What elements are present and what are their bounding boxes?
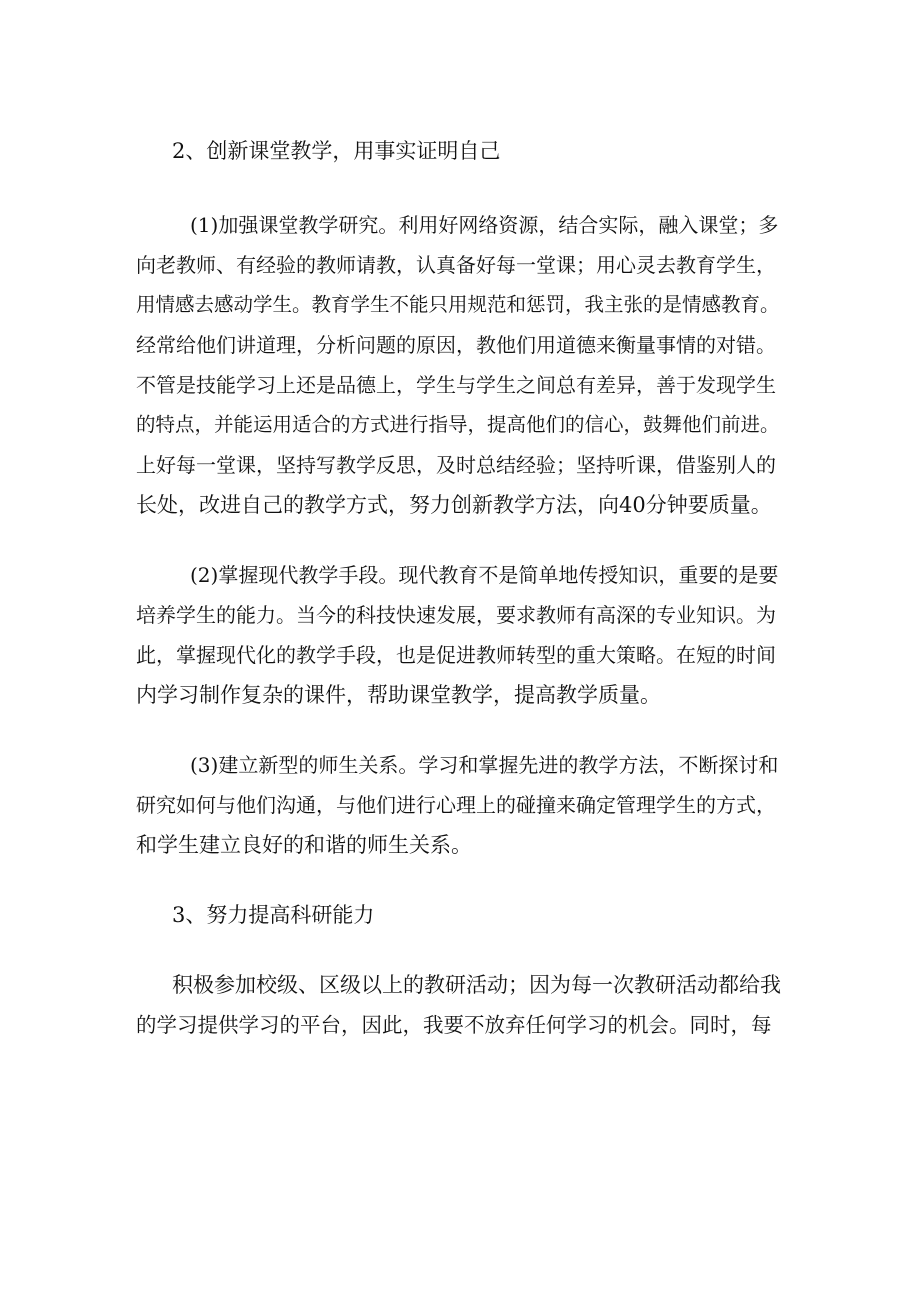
paragraph-teacher-student-relationship xyxy=(136,745,786,865)
paragraph-research-activities xyxy=(136,965,786,1045)
paragraph-line: 用情感去感动学生。教育学生不能只用规范和惩罚，我主张的是情感教育。 xyxy=(136,293,780,316)
paragraph-line: 经常给他们讲道理，分析问题的原因，教他们用道德来衡量事情的对错。 xyxy=(136,333,776,357)
paragraph-line: (3)建立新型的师生关系。学习和掌握先进的教学方法，不断探讨和 xyxy=(190,753,779,777)
paragraph-line: 上好每一堂课，坚持写教学反思，及时总结经验；坚持听课，借鉴别人的 xyxy=(136,453,776,477)
paragraph-teaching-research xyxy=(136,205,786,525)
paragraph-line: 长处，改进自己的教学方式，努力创新教学方法，向40分钟要质量。 xyxy=(136,493,772,517)
paragraph-line: 向老教师、有经验的教师请教，认真备好每一堂课；用心灵去教育学生， xyxy=(136,253,776,277)
paragraph-line: 的学习提供学习的平台，因此，我要不放弃任何学习的机会。同时，每 xyxy=(136,1013,772,1037)
paragraph-line: 内学习制作复杂的课件，帮助课堂教学，提高教学质量。 xyxy=(136,683,661,707)
paragraph-line: 此，掌握现代化的教学手段，也是促进教师转型的重大策略。在短的时间 xyxy=(136,643,776,667)
paragraph-line: 的特点，并能运用适合的方式进行指导，提高他们的信心，鼓舞他们前进。 xyxy=(136,413,780,436)
paragraph-line: 积极参加校级、区级以上的教研活动；因为每一次教研活动都给我 xyxy=(172,973,781,997)
paragraph-line: 不管是技能学习上还是品德上，学生与学生之间总有差异，善于发现学生 xyxy=(136,373,776,397)
section-heading-3: 3、努力提高科研能力 xyxy=(172,903,375,927)
document-body xyxy=(136,131,786,1045)
paragraph-line: 研究如何与他们沟通，与他们进行心理上的碰撞来确定管理学生的方式， xyxy=(136,793,776,817)
section-heading-2: 2、创新课堂教学，用事实证明自己 xyxy=(172,139,501,163)
paragraph-line: (2)掌握现代教学手段。现代教育不是简单地传授知识，重要的是要 xyxy=(190,563,779,587)
paragraph-line: 培养学生的能力。当今的科技快速发展，要求教师有高深的专业知识。为 xyxy=(136,603,776,627)
paragraph-line: 和学生建立良好的和谐的师生关系。 xyxy=(136,833,472,857)
paragraph-line: (1)加强课堂教学研究。利用好网络资源，结合实际，融入课堂；多 xyxy=(190,213,779,237)
paragraph-modern-teaching-tools xyxy=(136,555,786,715)
